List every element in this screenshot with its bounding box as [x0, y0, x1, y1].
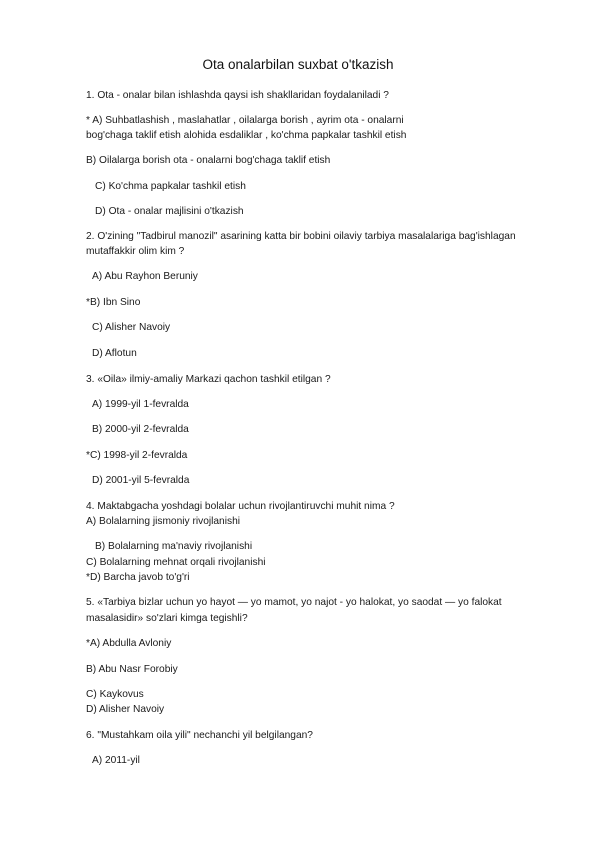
question-1-option-a: * A) Suhbatlashish , maslahatlar , oilalarga borish , ayrim ota - onalarni [86, 115, 404, 126]
question-3-text: 3. «Oila» ilmiy-amaliy Markazi qachon tashkil etilgan ? [86, 374, 331, 385]
question-6-text: 6. "Mustahkam oila yili" nechanchi yil belgilangan? [86, 730, 313, 741]
question-5-text-cont: masalasidir» so'zlari kimga tegishli? [86, 613, 248, 624]
question-6-option-a: A) 2011-yil [92, 755, 140, 766]
question-1-option-c: C) Ko'chma papkalar tashkil etish [95, 181, 246, 192]
question-4-option-b: B) Bolalarning ma'naviy rivojlanishi [95, 541, 253, 552]
question-2-text: 2. O'zining "Tadbirul manozil" asarining katta bir bobini oilaviy tarbiya masalalariga bag'ishlagan [86, 231, 516, 242]
question-3-option-b: B) 2000-yil 2-fevralda [92, 424, 189, 435]
question-4-option-a: A) Bolalarning jismoniy rivojlanishi [86, 516, 241, 527]
question-1-option-b: B) Oilalarga borish ota - onalarni bog'chaga taklif etish [86, 155, 331, 166]
question-5-option-b: B) Abu Nasr Forobiy [86, 664, 178, 675]
question-3-option-d: D) 2001-yil 5-fevralda [92, 475, 190, 486]
question-5-option-d: D) Alisher Navoiy [86, 704, 165, 715]
question-4-text: 4. Maktabgacha yoshdagi bolalar uchun rivojlantiruvchi muhit nima ? [86, 501, 395, 512]
question-4-option-c: C) Bolalarning mehnat orqali rivojlanishi [86, 557, 266, 568]
question-1-text: 1. Ota - onalar bilan ishlashda qaysi ish shakllaridan foydalaniladi ? [86, 90, 389, 101]
question-2-option-d: D) Aflotun [92, 348, 137, 359]
question-5-option-c: C) Kaykovus [86, 689, 144, 700]
document-title: Ota onalarbilan suxbat o'tkazish [202, 57, 394, 72]
question-2-option-a: A) Abu Rayhon Beruniy [92, 271, 198, 282]
question-4-option-d: *D) Barcha javob to'g'ri [86, 572, 190, 583]
question-3-option-a: A) 1999-yil 1-fevralda [92, 399, 189, 410]
question-2-text-cont: mutaffakkir olim kim ? [86, 246, 185, 257]
question-5-text: 5. «Tarbiya bizlar uchun yo hayot — yo mamot, yo najot - yo halokat, yo saodat — yo falokat [86, 597, 502, 608]
question-1-option-a-cont: bog'chaga taklif etish alohida esdaliklar , ko'chma papkalar tashkil etish [86, 130, 407, 141]
question-3-option-c: *C) 1998-yil 2-fevralda [86, 450, 188, 461]
question-1-option-d: D) Ota - onalar majlisini o'tkazish [95, 206, 244, 217]
question-2-option-b: *B) Ibn Sino [86, 297, 141, 308]
question-2-option-c: C) Alisher Navoiy [92, 322, 171, 333]
question-5-option-a: *A) Abdulla Avloniy [86, 638, 172, 649]
